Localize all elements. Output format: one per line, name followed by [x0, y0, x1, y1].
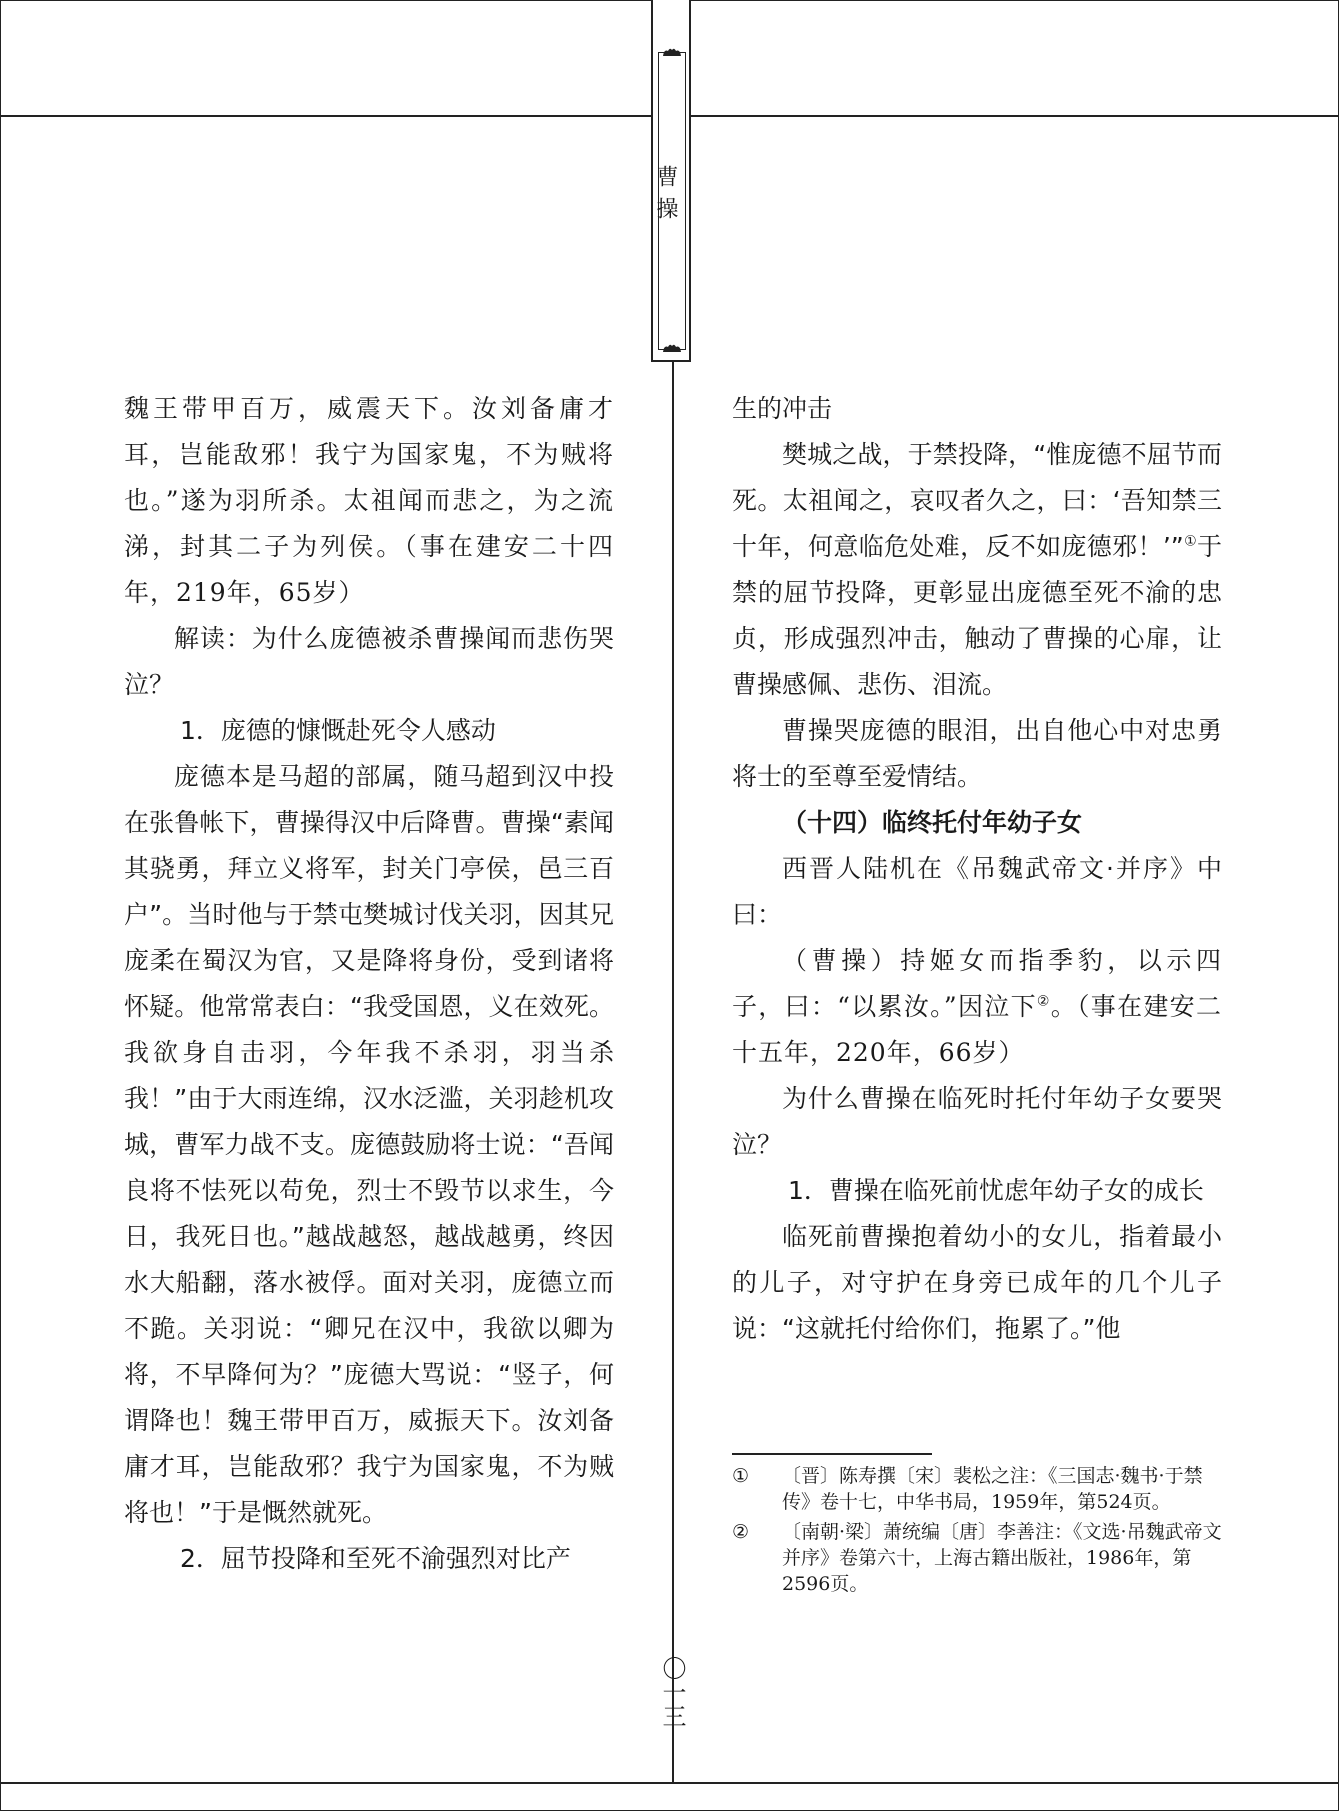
- quote-text: 。（事在建安二十五年，220年，66岁）: [732, 992, 1222, 1067]
- footnote: [732, 1463, 1222, 1515]
- quote-paragraph: 魏王带甲百万，威震天下。汝刘备庸才耳，岂能敌邪！我宁为国家鬼，不为贼将也。”遂为羽所杀。太祖闻而悲之，为之流涕，封其二子为列侯。（事在建安二十四年，219年，65岁）: [124, 394, 614, 607]
- quote-text: （曹操）持姬女而指季豹，以示四子，曰：“以累汝。”因泣下: [732, 946, 1222, 1021]
- spine-label: [651, 0, 691, 362]
- footnote-mark: ②: [732, 1521, 750, 1543]
- footnote: [732, 1519, 1222, 1597]
- body-paragraph: 庞德本是马超的部属，随马超到汉中投在张鲁帐下，曹操得汉中后降曹。曹操“素闻其骁勇，拜立义将军，封关门亭侯，邑三百户”。当时他与于禁屯樊城讨伐关羽，因其兄庞柔在蜀汉为官，又是降将身份，受到诸将怀疑。他常常表白：“我受国恩，义在效死。我欲身自击羽，今年我不杀羽，羽当杀我！”由于大雨连绵，汉水泛滥，关羽趁机攻城，曹军力战不支。庞德鼓励将士说：“吾闻良将不怯死以苟免，烈士不毁节以求生，今日，我死日也。”越战越怒，越战越勇，终因水大船翻，落水被俘。面对关羽，庞德立而不跪。关羽说：“卿兄在汉中，我欲以卿为将，不早降何为？”庞德大骂说：“竖子，何谓降也！魏王带甲百万，威振天下。汝刘备庸才耳，岂能敌邪？我宁为国家鬼，不为贼将也！”于是慨然就死。: [124, 762, 614, 1527]
- footnote-rule: [732, 1453, 932, 1455]
- body-paragraph: 曹操哭庞德的眼泪，出自他心中对忠勇将士的至尊至爱情结。: [732, 716, 1222, 791]
- body-paragraph: [732, 432, 1222, 708]
- footnote-mark: ①: [732, 1465, 750, 1487]
- spine-inner-box: [653, 52, 686, 350]
- footnote-text: 〔南朝·梁〕萧统编〔唐〕李善注：《文选·吊魏武帝文并序》卷第六十，上海古籍出版社，1986年，第2596页。: [782, 1521, 1222, 1595]
- cloud-ornament-icon: [662, 343, 682, 353]
- column-divider: [672, 360, 674, 1784]
- page-number: 〇一三: [658, 1656, 686, 1728]
- footnote-ref: ②: [1036, 993, 1051, 1010]
- spine-title: 曹操: [653, 165, 678, 229]
- body-paragraph: 为什么曹操在临死时托付年幼子女要哭泣？: [732, 1084, 1222, 1159]
- cloud-ornament-icon: [662, 47, 682, 57]
- footer-rule: [0, 1782, 1339, 1784]
- body-paragraph: 西晋人陆机在《吊魏武帝文·并序》中曰：: [732, 854, 1222, 929]
- body-paragraph: 解读：为什么庞德被杀曹操闻而悲伤哭泣？: [124, 624, 614, 699]
- list-item: 1．庞德的慷慨赴死令人感动: [180, 716, 496, 745]
- footnote-ref: ①: [1183, 533, 1197, 550]
- footnote-text: 〔晋〕陈寿撰〔宋〕裴松之注：《三国志·魏书·于禁传》卷十七，中华书局，1959年，第524页。: [782, 1465, 1203, 1513]
- body-text: 于禁的屈节投降，更彰显出庞德至死不渝的忠贞，形成强烈冲击，触动了曹操的心扉，让曹操感佩、悲伤、泪流。: [732, 532, 1222, 699]
- section-heading: （十四）临终托付年幼子女: [782, 808, 1083, 837]
- list-item: 1．曹操在临死前忧虑年幼子女的成长: [788, 1176, 1204, 1205]
- list-item: 2．屈节投降和至死不渝强烈对比产: [180, 1544, 571, 1573]
- quote-paragraph: [732, 938, 1222, 1076]
- quote-text: 樊城之战，于禁投降，“惟庞德不屈节而死。太祖闻之，哀叹者久之，曰：‘吾知禁三十年，何意临危处难，反不如庞德邪！’”: [732, 440, 1222, 561]
- body-paragraph: 生的冲击: [732, 394, 833, 423]
- body-paragraph: 临死前曹操抱着幼小的女儿，指着最小的儿子，对守护在身旁已成年的几个儿子说：“这就托付给你们，拖累了。”他: [732, 1222, 1222, 1343]
- footnotes: [732, 1463, 1222, 1601]
- left-column: [124, 386, 614, 1582]
- right-column: [732, 386, 1222, 1352]
